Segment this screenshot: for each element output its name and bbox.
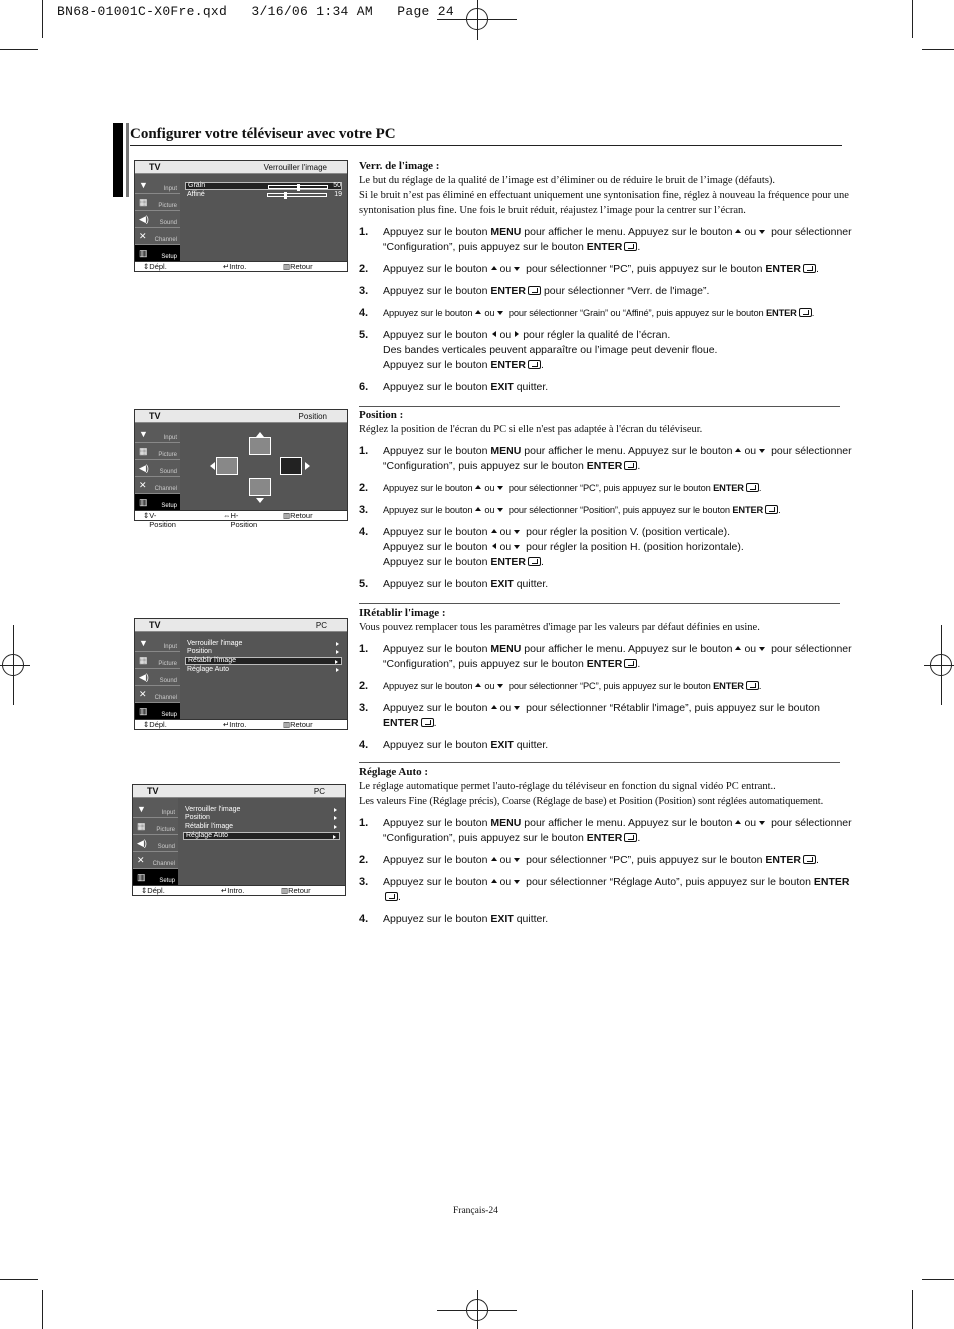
arrow-down-icon	[759, 647, 765, 651]
arrow-up-icon	[735, 448, 741, 452]
osd-menu-label: Channel	[154, 695, 177, 701]
input-icon: ▼	[139, 638, 148, 648]
registration-line	[477, 1290, 478, 1329]
osd-enter-hint: ↵ Intro.	[221, 886, 245, 895]
enter-icon	[765, 505, 778, 514]
osd-top-bar	[135, 161, 347, 174]
sound-icon: ◀)	[139, 214, 149, 224]
enter-icon	[624, 242, 637, 251]
step: 2. Appuyez sur le bouton ou pour sélectionner “PC”, puis appuyez sur le bouton ENTER .	[359, 482, 762, 494]
crop-mark	[42, 0, 43, 38]
arrow-up-icon	[475, 485, 481, 489]
crop-mark	[0, 49, 38, 50]
sound-icon: ◀)	[139, 672, 149, 682]
setup-icon: ▥	[139, 706, 148, 716]
title-bar-decoration	[113, 123, 129, 197]
crop-mark	[0, 1279, 38, 1280]
osd-title: PC	[313, 787, 325, 796]
enter-icon	[803, 855, 816, 864]
step: 4. Appuyez sur le bouton ou pour régler la position V. (position verticale). Appuyez sur le bouton ou pour régler la position H. (position horizontale). Appuyez sur le bouton ENTER .	[359, 526, 744, 568]
arrow-down-icon	[514, 530, 520, 534]
crop-mark	[912, 0, 913, 38]
crop-mark	[912, 1290, 913, 1329]
step: 3. Appuyez sur le bouton ou pour sélectionner “Rétablir l'image”, puis appuyez sur le bouton ENTER .	[359, 702, 820, 729]
osd-move-hint: ⇕ Dépl.	[143, 720, 167, 729]
osd-menu-label: Sound	[159, 220, 177, 226]
osd-back-hint: ▥ Retour	[283, 720, 313, 729]
step: 3. Appuyez sur le bouton ENTER pour sélectionner “Verr. de l'image”.	[359, 285, 710, 297]
arrow-down-icon	[497, 508, 503, 512]
arrow-up-icon	[735, 646, 741, 650]
osd-menu-input	[133, 801, 178, 818]
arrow-down-icon	[497, 486, 503, 490]
osd-menu-label: Picture	[158, 203, 177, 209]
enter-icon	[421, 718, 434, 727]
position-left-box	[216, 457, 238, 475]
step: 5. Appuyez sur le bouton EXIT quitter.	[359, 578, 549, 590]
section-intro: Les valeurs Fine (Réglage précis), Coarse (Réglage de base) et Position (Position) sont réglées automatiquement.	[359, 796, 824, 807]
section-heading: Réglage Auto :	[359, 766, 429, 778]
enter-icon	[624, 659, 637, 668]
step: 5. Appuyez sur le bouton ou pour régler la qualité de l’écran. Des bandes verticales peuvent apparaître ou l’image peut devenir floue. Appuyez sur le bouton ENTER .	[359, 329, 718, 371]
step: 1. Appuyez sur le bouton MENU pour afficher le menu. Appuyez sur le bouton ou pour sélectionner “Configuration”, puis appuyez sur le bouton ENTER .	[359, 643, 852, 670]
osd-row-fine	[185, 191, 342, 199]
arrow-down-icon	[497, 311, 503, 315]
osd-menu-picture	[135, 652, 180, 669]
section-intro: Réglez la position de l'écran du PC si elle n'est pas adaptée à l'écran du téléviseur.	[359, 424, 703, 435]
osd-menu-label: Picture	[156, 827, 175, 833]
section-position	[359, 408, 856, 592]
enter-icon	[746, 681, 759, 690]
setup-icon: ▥	[137, 872, 146, 882]
section-separator	[359, 762, 840, 763]
enter-icon	[624, 833, 637, 842]
osd-row: Rétablir l'image	[183, 823, 340, 831]
channel-icon: ✕	[139, 689, 147, 699]
osd-move-hint: ⇕ Dépl.	[143, 262, 167, 271]
osd-row-value: 50	[333, 182, 341, 189]
arrow-right-icon	[305, 462, 310, 470]
osd-tv-label: TV	[149, 620, 161, 630]
section-separator	[359, 406, 840, 407]
picture-icon: ▦	[139, 197, 148, 207]
osd-vpos-hint: ⇕ V-Position	[143, 511, 176, 529]
osd-menu-label: Channel	[152, 861, 175, 867]
osd-menu-label: Setup	[159, 878, 175, 884]
arrow-up-icon	[475, 507, 481, 511]
crop-mark	[922, 49, 954, 50]
arrow-left-icon	[492, 331, 496, 337]
enter-icon	[385, 892, 398, 901]
fine-slider	[267, 193, 327, 197]
osd-title: PC	[315, 621, 327, 630]
osd-row-selected: Rétablir l'image	[185, 657, 342, 665]
step: 4. Appuyez sur le bouton EXIT quitter.	[359, 739, 549, 751]
osd-menu-setup	[135, 494, 180, 511]
osd-menu-label: Sound	[159, 469, 177, 475]
sound-icon: ◀)	[139, 463, 149, 473]
section-heading: Position :	[359, 409, 404, 421]
osd-row: Réglage Auto	[185, 666, 342, 674]
enter-icon	[803, 264, 816, 273]
step: 3. Appuyez sur le bouton ou pour sélectionner “Position”, puis appuyez sur le bouton ENTER .	[359, 504, 781, 516]
osd-row: Verrouiller l'image	[185, 640, 342, 648]
step: 3. Appuyez sur le bouton ou pour sélectionner “Réglage Auto”, puis appuyez sur le bouton ENTER.	[359, 876, 850, 903]
section-heading: Verr. de l'image :	[359, 160, 440, 172]
section-verr-image	[359, 159, 856, 395]
channel-icon: ✕	[139, 480, 147, 490]
osd-row: Verrouiller l'image	[183, 806, 340, 814]
arrow-up-icon	[735, 229, 741, 233]
channel-icon: ✕	[139, 231, 147, 241]
arrow-up-icon	[475, 683, 481, 687]
registration-line	[0, 665, 30, 666]
osd-main	[180, 423, 347, 510]
section-intro: Le but du réglage de la qualité de l’image est d’éliminer ou de réduire le bruit de l’image (défauts).	[359, 175, 776, 186]
osd-menu-sound	[135, 211, 180, 228]
picture-icon: ▦	[139, 446, 148, 456]
osd-menu-channel	[135, 228, 180, 245]
osd-row: Position	[183, 814, 340, 822]
osd-title: Verrouiller l'image	[263, 163, 327, 172]
arrow-down-icon	[514, 545, 520, 549]
sound-icon: ◀)	[137, 838, 147, 848]
step: 1. Appuyez sur le bouton MENU pour afficher le menu. Appuyez sur le bouton ou pour sélectionner “Configuration”, puis appuyez sur le bouton ENTER .	[359, 445, 852, 472]
osd-tv-label: TV	[149, 162, 161, 172]
print-header: BN68-01001C-X0Fre.qxd 3/16/06 1:34 AM Page 24	[57, 4, 454, 19]
osd-enter-hint: ↵ Intro.	[223, 262, 247, 271]
osd-menu-label: Channel	[154, 237, 177, 243]
enter-icon	[528, 286, 541, 295]
osd-bottom-bar	[133, 885, 345, 895]
section-retablir-image	[359, 606, 856, 753]
position-up-box	[249, 437, 271, 455]
enter-icon	[528, 557, 541, 566]
osd-top-bar	[135, 619, 347, 632]
arrow-down-icon	[759, 821, 765, 825]
arrow-right-icon	[515, 331, 519, 337]
section-separator	[359, 603, 840, 604]
osd-move-hint: ⇕ Dépl.	[141, 886, 165, 895]
grain-slider	[268, 185, 328, 189]
osd-row-value: 19	[334, 191, 342, 198]
arrow-up-icon	[491, 266, 497, 270]
osd-menu-input	[135, 426, 180, 443]
arrow-left-icon	[210, 462, 215, 470]
picture-icon: ▦	[137, 821, 146, 831]
osd-pc-reglage-auto	[132, 784, 346, 896]
enter-icon	[746, 483, 759, 492]
osd-menu-channel	[135, 686, 180, 703]
osd-sidebar	[135, 174, 180, 261]
osd-row-grain	[185, 182, 342, 190]
osd-menu-channel	[135, 477, 180, 494]
step: 1. Appuyez sur le bouton MENU pour afficher le menu. Appuyez sur le bouton ou pour sélectionner “Configuration”, puis appuyez sur le bouton ENTER .	[359, 226, 852, 253]
section-heading: IRétablir l'image :	[359, 607, 446, 619]
picture-icon: ▦	[139, 655, 148, 665]
arrow-down-icon	[514, 267, 520, 271]
osd-sidebar	[135, 632, 180, 719]
registration-line	[477, 0, 478, 40]
input-icon: ▼	[139, 180, 148, 190]
section-intro: Si le bruit n’est pas éliminé en effectuant uniquement une syntonisation fine, réglez à nouveau la fréquence pour une syntonisation plus fine. Une fois le bruit réduit, réajustez l’image pour la centrer sur l’écran.	[359, 190, 849, 216]
osd-enter-hint: ↵ Intro.	[223, 720, 247, 729]
osd-bottom-bar	[135, 719, 347, 729]
osd-menu-label: Input	[161, 810, 175, 816]
arrow-up-icon	[256, 432, 264, 437]
step: 2. Appuyez sur le bouton ou pour sélectionner “PC”, puis appuyez sur le bouton ENTER .	[359, 263, 819, 275]
enter-icon	[799, 308, 812, 317]
step: 2. Appuyez sur le bouton ou pour sélectionner “PC”, puis appuyez sur le bouton ENTER .	[359, 854, 819, 866]
osd-verrouiller-image	[134, 160, 348, 272]
osd-tv-label: TV	[147, 786, 159, 796]
channel-icon: ✕	[137, 855, 145, 865]
step: 2. Appuyez sur le bouton ou pour sélectionner “PC”, puis appuyez sur le bouton ENTER .	[359, 680, 762, 692]
step: 4. Appuyez sur le bouton ou pour sélectionner “Grain” ou “Affiné”, puis appuyez sur le bouton ENTER .	[359, 307, 815, 319]
page-title: Configurer votre téléviseur avec votre PC	[130, 126, 396, 142]
registration-line	[924, 665, 954, 666]
step: 1. Appuyez sur le bouton MENU pour afficher le menu. Appuyez sur le bouton ou pour sélectionner “Configuration”, puis appuyez sur le bouton ENTER .	[359, 817, 852, 844]
enter-icon	[624, 461, 637, 470]
osd-menu-setup	[135, 703, 180, 720]
osd-bottom-bar	[135, 510, 347, 529]
page-footer: Français-24	[453, 1206, 498, 1216]
setup-icon: ▥	[139, 497, 148, 507]
osd-menu-input	[135, 177, 180, 194]
section-intro: Vous pouvez remplacer tous les paramètres d'image par les valeurs par défaut définies en usine.	[359, 622, 760, 633]
osd-position	[134, 409, 348, 529]
osd-menu-label: Channel	[154, 486, 177, 492]
osd-row-label: Affiné	[187, 191, 205, 198]
arrow-left-icon	[492, 543, 496, 549]
osd-main	[178, 798, 345, 885]
osd-back-hint: ▥ Retour	[283, 262, 313, 271]
osd-title: Position	[298, 412, 327, 421]
crop-mark	[922, 1279, 954, 1280]
osd-top-bar	[133, 785, 345, 798]
osd-tv-label: TV	[149, 411, 161, 421]
position-down-box	[249, 478, 271, 496]
osd-sidebar	[135, 423, 180, 510]
osd-menu-sound	[135, 669, 180, 686]
osd-menu-label: Sound	[157, 844, 175, 850]
osd-menu-picture	[135, 194, 180, 211]
arrow-down-icon	[514, 880, 520, 884]
osd-menu-sound	[135, 460, 180, 477]
arrow-up-icon	[491, 705, 497, 709]
osd-menu-label: Sound	[159, 678, 177, 684]
arrow-up-icon	[475, 310, 481, 314]
arrow-up-icon	[491, 529, 497, 533]
osd-row-label: Grain	[188, 182, 206, 189]
title-rule	[130, 145, 842, 146]
input-icon: ▼	[139, 429, 148, 439]
arrow-up-icon	[735, 820, 741, 824]
arrow-down-icon	[759, 449, 765, 453]
osd-sidebar	[133, 798, 178, 885]
position-right-box	[280, 457, 302, 475]
osd-menu-channel	[133, 852, 178, 869]
osd-menu-sound	[133, 835, 178, 852]
osd-menu-label: Input	[163, 435, 177, 441]
osd-back-hint: ▥ Retour	[281, 886, 311, 895]
osd-menu-label: Setup	[161, 503, 177, 509]
enter-icon	[528, 360, 541, 369]
osd-back-hint: ▥ Retour	[283, 511, 313, 520]
osd-row-selected: Réglage Auto	[183, 832, 340, 840]
osd-bottom-bar	[135, 261, 347, 271]
arrow-down-icon	[759, 230, 765, 234]
arrow-down-icon	[514, 706, 520, 710]
section-intro: Le réglage automatique permet l'auto-réglage du téléviseur en fonction du signal vidéo PC entrant..	[359, 781, 776, 792]
osd-menu-label: Input	[163, 644, 177, 650]
osd-menu-label: Setup	[161, 712, 177, 718]
osd-main	[180, 174, 347, 261]
osd-top-bar	[135, 410, 347, 423]
arrow-down-icon	[256, 498, 264, 503]
osd-menu-label: Input	[163, 186, 177, 192]
step: 4. Appuyez sur le bouton EXIT quitter.	[359, 913, 549, 925]
setup-icon: ▥	[139, 248, 148, 258]
arrow-down-icon	[497, 684, 503, 688]
input-icon: ▼	[137, 804, 146, 814]
section-reglage-auto	[359, 765, 856, 927]
crop-mark	[42, 1290, 43, 1329]
osd-menu-setup	[133, 869, 178, 886]
step: 6. Appuyez sur le bouton EXIT quitter.	[359, 381, 549, 393]
osd-menu-label: Picture	[158, 661, 177, 667]
osd-menu-setup	[135, 245, 180, 262]
osd-menu-picture	[135, 443, 180, 460]
osd-menu-input	[135, 635, 180, 652]
osd-menu-label: Picture	[158, 452, 177, 458]
arrow-up-icon	[491, 857, 497, 861]
arrow-down-icon	[514, 858, 520, 862]
arrow-up-icon	[491, 879, 497, 883]
osd-row: Position	[185, 648, 342, 656]
osd-hpos-hint: ⇔ H-Position	[223, 511, 258, 529]
osd-pc-retablir	[134, 618, 348, 730]
osd-menu-label: Setup	[161, 254, 177, 260]
osd-menu-picture	[133, 818, 178, 835]
osd-main	[180, 632, 347, 719]
